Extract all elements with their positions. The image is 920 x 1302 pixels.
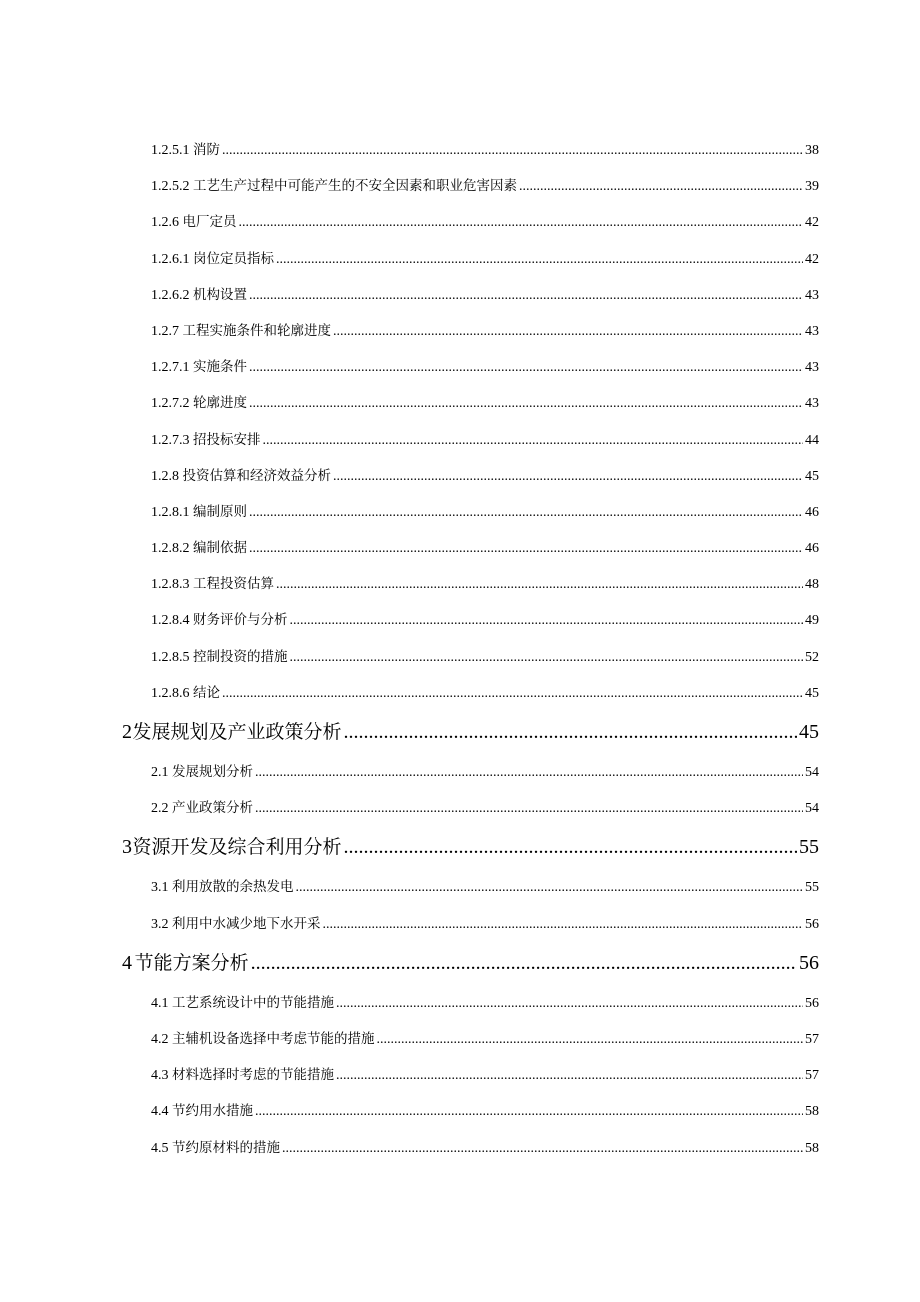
toc-entry[interactable] — [0, 204, 920, 240]
toc-leader-dots — [239, 205, 804, 241]
toc-entry-number: 2.1 — [151, 765, 169, 780]
toc-entry-page: 54 — [805, 801, 819, 817]
toc-entry-number: 3.2 — [151, 916, 169, 932]
toc-entry-title: 实施条件 — [193, 359, 247, 376]
toc-entry[interactable] — [0, 566, 920, 602]
toc-leader-dots — [282, 1131, 803, 1167]
toc-entry-page: 48 — [805, 577, 819, 593]
toc-entry-page: 55 — [805, 880, 819, 896]
toc-entry-title: 利用放散的余热发电 — [172, 879, 294, 896]
toc-leader-dots — [290, 640, 804, 676]
toc-leader-dots — [276, 567, 803, 603]
toc-entry[interactable] — [0, 985, 920, 1021]
toc-entry-title: 电厂定员 — [182, 214, 237, 231]
toc-entry-number: 1.2.8.6 — [151, 685, 190, 701]
toc-entry-number: 1.2.6 — [151, 215, 179, 231]
toc-entry-number: 1.2.7 — [151, 323, 179, 339]
toc-leader-dots — [263, 423, 804, 459]
toc-entry-number: 1.2.8.4 — [151, 613, 190, 629]
toc-entry-page: 58 — [805, 1104, 819, 1120]
toc-chapter-entry[interactable] — [0, 711, 920, 754]
toc-entry-title: 材料选择时考虑的节能措施 — [172, 1067, 334, 1084]
toc-leader-dots — [296, 870, 804, 906]
toc-entry-page: 56 — [805, 995, 819, 1011]
toc-entry-number: 4.4 — [151, 1104, 169, 1120]
toc-leader-dots — [336, 986, 803, 1022]
toc-leader-dots — [333, 459, 803, 495]
toc-entry-number: 4.2 — [151, 1031, 169, 1047]
toc-leader-dots — [255, 791, 803, 827]
toc-entry-title: 消防 — [193, 142, 220, 158]
toc-leader-dots — [249, 386, 803, 422]
toc-entry-number: 2.2 — [151, 801, 169, 817]
toc-leader-dots — [333, 314, 803, 350]
toc-entry-number: 2 — [122, 721, 132, 743]
toc-entry-page: 43 — [805, 396, 819, 412]
toc-entry[interactable] — [0, 869, 920, 905]
toc-entry-number: 1.2.7.1 — [151, 360, 190, 376]
toc-leader-dots — [344, 826, 798, 869]
toc-entry[interactable] — [0, 168, 920, 204]
toc-entry-number: 1.2.8 — [151, 468, 179, 484]
toc-leader-dots — [249, 350, 803, 386]
toc-entry-page: 55 — [799, 836, 819, 859]
toc-entry-title: 节约用水措施 — [172, 1103, 253, 1120]
toc-entry-number: 1.2.7.3 — [151, 432, 190, 448]
toc-entry[interactable] — [0, 241, 920, 277]
toc-entry-number: 1.2.5.2 — [151, 179, 190, 195]
toc-entry-page: 43 — [805, 287, 819, 303]
toc-entry-number: 1.2.8.3 — [151, 577, 190, 593]
toc-entry-number: 4.1 — [151, 995, 169, 1011]
toc-entry[interactable] — [0, 385, 920, 421]
toc-leader-dots — [222, 676, 803, 712]
toc-leader-dots — [249, 278, 803, 314]
toc-entry-page: 39 — [805, 179, 819, 195]
toc-entry-page: 42 — [805, 215, 819, 231]
toc-entry-title: 产业政策分析 — [172, 800, 253, 817]
toc-entry-page: 56 — [805, 916, 819, 932]
toc-entry[interactable] — [0, 639, 920, 675]
toc-entry-page: 43 — [805, 360, 819, 376]
toc-entry-page: 45 — [805, 468, 819, 484]
toc-entry[interactable] — [0, 458, 920, 494]
toc-entry[interactable] — [0, 906, 920, 942]
toc-entry-title: 资源开发及综合利用分析 — [132, 836, 342, 859]
toc-entry-title: 编制依据 — [193, 540, 247, 557]
toc-entry-title: 工程投资估算 — [193, 576, 274, 593]
toc-entry-page: 57 — [805, 1068, 819, 1084]
toc-entry-title: 工程实施条件和轮廓进度 — [182, 322, 331, 339]
toc-leader-dots — [251, 942, 797, 985]
toc-entry[interactable] — [0, 132, 920, 168]
toc-entry-page: 45 — [805, 685, 819, 701]
toc-entry-title: 主辅机设备选择中考虑节能的措施 — [172, 1030, 375, 1047]
toc-entry-title: 发展规划及产业政策分析 — [132, 721, 342, 743]
toc-entry-page: 56 — [799, 951, 819, 974]
toc-leader-dots — [519, 169, 803, 205]
toc-entry-page: 57 — [805, 1031, 819, 1047]
toc-entry-number: 4.5 — [151, 1140, 169, 1156]
toc-entry-number: 3.1 — [151, 880, 169, 896]
toc-entry-title: 工艺生产过程中可能产生的不安全因素和职业危害因素 — [193, 178, 517, 195]
toc-entry-title: 机构设置 — [193, 286, 247, 303]
toc-entry-page: 46 — [805, 504, 819, 520]
toc-leader-dots — [255, 755, 803, 791]
toc-entry-page: 46 — [805, 541, 819, 557]
toc-entry-page: 54 — [805, 765, 819, 780]
toc-entry-title: 编制原则 — [193, 503, 247, 520]
toc-entry-title: 岗位定员指标 — [193, 250, 274, 267]
toc-entry[interactable] — [0, 422, 920, 458]
toc-entry-page: 52 — [805, 649, 819, 665]
toc-entry[interactable] — [0, 1021, 920, 1057]
toc-leader-dots — [222, 133, 803, 169]
toc-leader-dots — [255, 1094, 803, 1130]
toc-entry[interactable] — [0, 1130, 920, 1166]
toc-entry-number: 4 — [122, 951, 132, 974]
toc-entry-title: 控制投资的措施 — [193, 648, 288, 665]
toc-entry-page: 45 — [799, 721, 819, 743]
toc-entry-title: 招投标安排 — [193, 431, 261, 448]
toc-entry-number: 1.2.7.2 — [151, 396, 190, 412]
table-of-contents — [0, 132, 920, 1166]
toc-entry-number: 1.2.8.2 — [151, 541, 190, 557]
toc-entry[interactable] — [0, 790, 920, 826]
toc-entry[interactable] — [0, 494, 920, 530]
toc-entry-title: 节能方案分析 — [134, 951, 249, 974]
toc-entry[interactable] — [0, 530, 920, 566]
toc-entry-title: 轮廓进度 — [193, 395, 247, 412]
toc-entry-title: 结论 — [193, 684, 220, 701]
toc-entry[interactable] — [0, 313, 920, 349]
toc-entry[interactable] — [0, 277, 920, 313]
toc-entry[interactable] — [0, 602, 920, 638]
toc-entry-title: 投资估算和经济效益分析 — [182, 467, 331, 484]
toc-entry-number: 1.2.8.1 — [151, 504, 190, 520]
toc-entry-title: 节约原材料的措施 — [172, 1139, 280, 1156]
toc-entry-title: 工艺系统设计中的节能措施 — [172, 994, 334, 1011]
toc-entry-page: 58 — [805, 1140, 819, 1156]
toc-entry[interactable] — [0, 349, 920, 385]
toc-entry-title: 财务评价与分析 — [193, 612, 288, 629]
toc-leader-dots — [336, 1058, 803, 1094]
toc-entry-title: 利用中水减少地下水开采 — [172, 915, 321, 932]
toc-entry[interactable] — [0, 1057, 920, 1093]
toc-chapter-entry[interactable] — [0, 942, 920, 985]
toc-entry-page: 43 — [805, 323, 819, 339]
toc-entry-title: 发展规划分析 — [172, 764, 253, 780]
toc-leader-dots — [323, 907, 804, 943]
toc-leader-dots — [276, 242, 803, 278]
toc-entry-number: 4.3 — [151, 1068, 169, 1084]
toc-entry-number: 1.2.6.2 — [151, 287, 190, 303]
toc-leader-dots — [377, 1022, 804, 1058]
toc-leader-dots — [290, 603, 804, 639]
toc-leader-dots — [249, 531, 803, 567]
toc-chapter-entry[interactable] — [0, 826, 920, 869]
toc-entry-number: 3 — [122, 836, 132, 859]
toc-entry-page: 44 — [805, 432, 819, 448]
toc-entry[interactable] — [0, 754, 920, 790]
toc-entry-page: 42 — [805, 251, 819, 267]
toc-entry-number: 1.2.5.1 — [151, 143, 190, 158]
toc-entry-page: 49 — [805, 613, 819, 629]
toc-entry-page: 38 — [805, 143, 819, 158]
toc-entry[interactable] — [0, 1093, 920, 1129]
toc-leader-dots — [249, 495, 803, 531]
toc-entry-number: 1.2.8.5 — [151, 649, 190, 665]
toc-entry-number: 1.2.6.1 — [151, 251, 190, 267]
toc-leader-dots — [344, 711, 798, 754]
toc-entry[interactable] — [0, 675, 920, 711]
